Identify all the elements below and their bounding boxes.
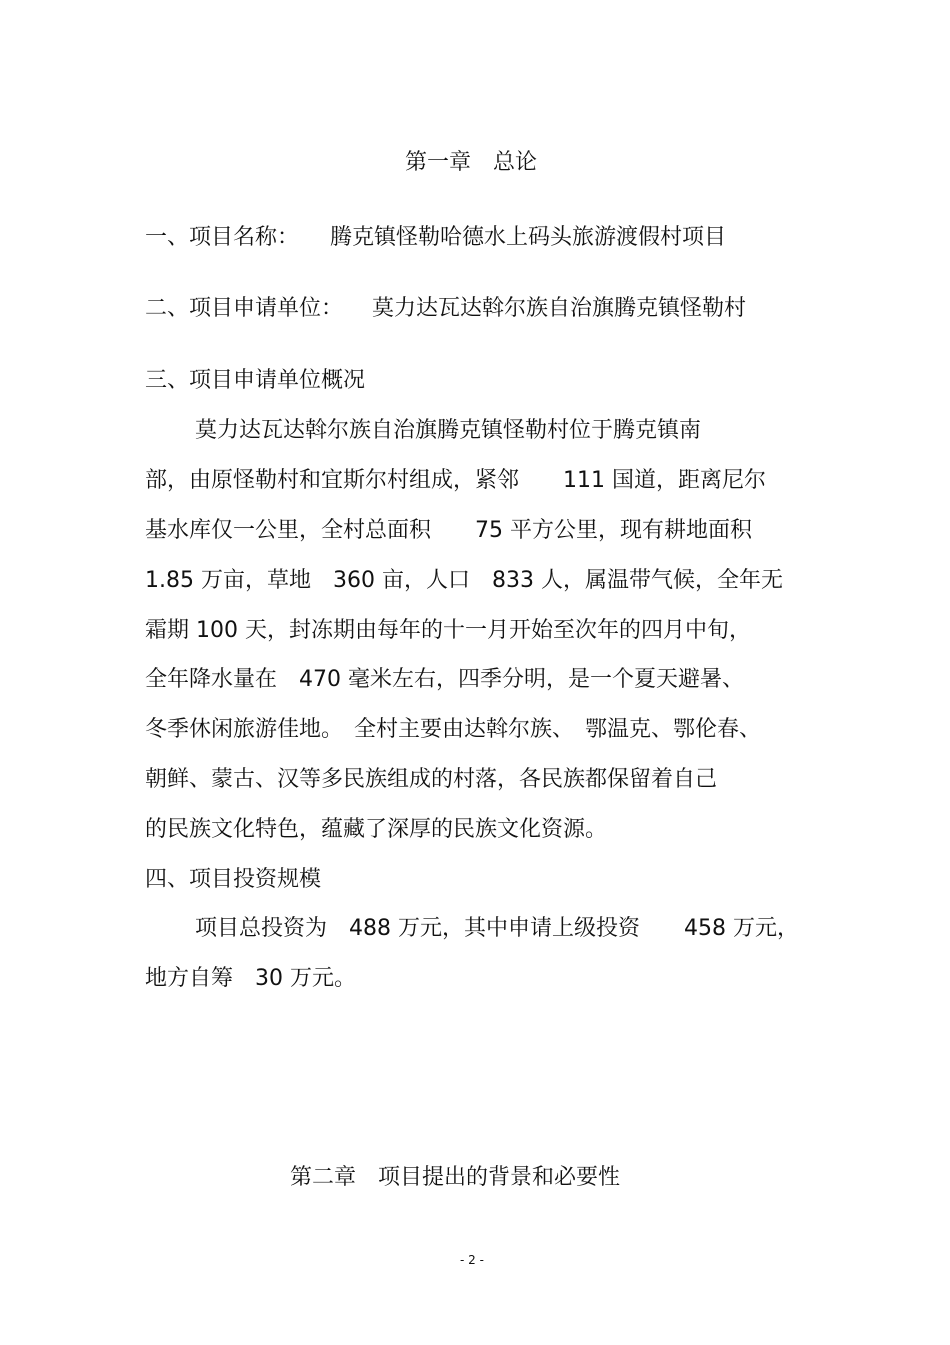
overview-line: 部，由原怪勒村和宜斯尔村组成，紧邻 111 国道，距离尼尔 — [145, 468, 766, 493]
item3-heading: 三、项目申请单位概况 — [145, 368, 366, 393]
overview-line: 全年降水量在 470 毫米左右，四季分明，是一个夏天避暑、 — [145, 667, 744, 692]
overview-line: 的民族文化特色，蕴藏了深厚的民族文化资源。 — [145, 817, 608, 842]
overview-line: 霜期 100 天，封冻期由每年的十一月开始至次年的四月中旬， — [145, 618, 751, 643]
item1-label: 一、项目名称： — [145, 225, 300, 250]
item2-value: 莫力达瓦达斡尔族自治旗腾克镇怪勒村 — [372, 296, 747, 321]
item1-value: 腾克镇怪勒哈德水上码头旅游渡假村项目 — [330, 225, 727, 250]
overview-line: 冬季休闲旅游佳地。 全村主要由达斡尔族、 鄂温克、鄂伦春、 — [145, 717, 762, 742]
chapter1-title: 第一章 总论 — [405, 150, 538, 175]
investment-line: 项目总投资为 488 万元，其中申请上级投资 458 万元， — [195, 916, 799, 941]
investment-line: 地方自筹 30 万元。 — [145, 966, 356, 991]
overview-line: 基水库仅一公里，全村总面积 75 平方公里，现有耕地面积 — [145, 518, 752, 543]
overview-line: 朝鲜、蒙古、汉等多民族组成的村落，各民族都保留着自己 — [145, 767, 718, 792]
page-number: - 2 - — [460, 1253, 484, 1267]
overview-line: 莫力达瓦达斡尔族自治旗腾克镇怪勒村位于腾克镇南 — [195, 418, 702, 443]
chapter2-title: 第二章 项目提出的背景和必要性 — [290, 1165, 621, 1190]
overview-line: 1.85 万亩，草地 360 亩，人口 833 人，属温带气候，全年无 — [145, 568, 783, 593]
item2-label: 二、项目申请单位： — [145, 296, 344, 321]
item4-heading: 四、项目投资规模 — [145, 867, 322, 892]
